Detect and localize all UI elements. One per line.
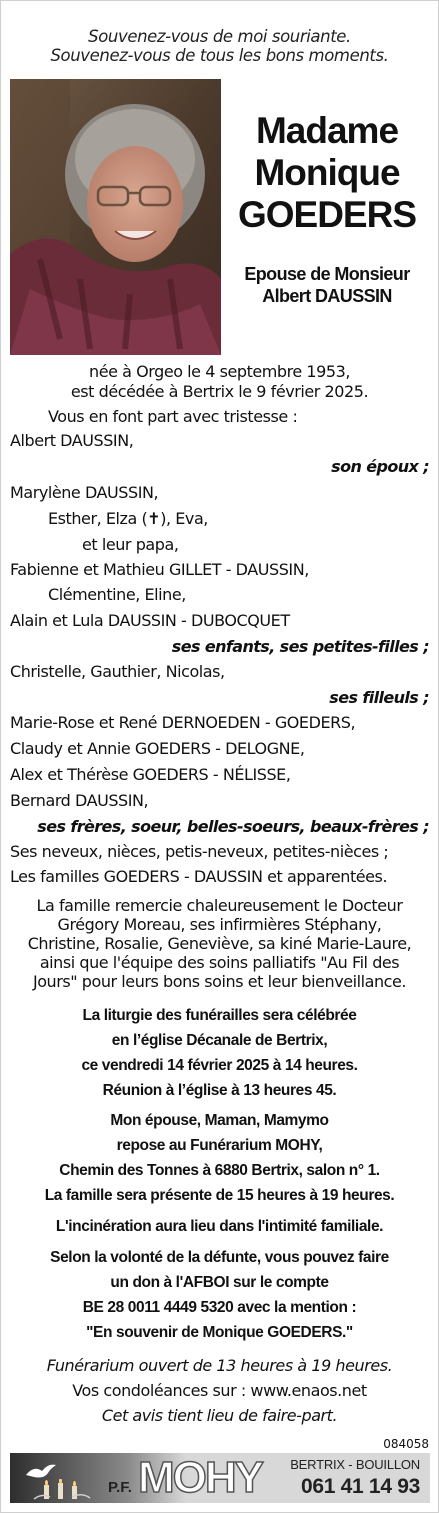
sibling-2: Claudy et Annie GOEDERS - DELOGNE,	[10, 739, 305, 758]
child-3: Alain et Lula DAUSSIN - DUBOCQUET	[10, 611, 290, 630]
extended-family-2: Les familles GOEDERS - DAUSSIN et apparentées.	[10, 867, 388, 886]
extended-family-1: Ses neveux, nièces, petis-neveux, petites-nièces ;	[10, 842, 389, 861]
visitation-line-3: Chemin des Tonnes à 6880 Bertrix, salon n° 1.	[59, 1162, 380, 1179]
deceased-title: Madame	[255, 110, 399, 151]
ceremony-line-4: Réunion à l’église à 13 heures 45.	[102, 1082, 337, 1099]
child-2-kids: Clémentine, Eline,	[48, 585, 186, 604]
child-1-partner: et leur papa,	[82, 535, 179, 554]
death-line: est décédée à Bertrix le 9 février 2025.	[70, 382, 369, 401]
thanks-line-4: ainsi que l'équipe des soins palliatifs "Au Fil des	[39, 953, 400, 972]
visitation-line-2: repose au Funérarium MOHY,	[116, 1137, 323, 1154]
funeral-home-phone[interactable]: 061 41 14 93	[300, 1475, 420, 1498]
spouse-line-1: Epouse de Monsieur	[244, 264, 410, 284]
deceased-last-name: GOEDERS	[237, 194, 417, 235]
cremation-line: L'incinération aura lieu dans l'intimité familiale.	[55, 1218, 384, 1235]
ceremony-line-3: ce vendredi 14 février 2025 à 14 heures.	[81, 1057, 358, 1074]
child-1-kids: Esther, Elza (✝), Eva,	[48, 509, 208, 528]
visitation-line-4: La famille sera présente de 15 heures à 19 heures.	[44, 1187, 395, 1204]
funeral-home-locations: BERTRIX - BOUILLON	[290, 1457, 420, 1472]
ceremony-line-2: en l’église Décanale de Bertrix,	[111, 1032, 328, 1049]
spouse-name: Albert DAUSSIN,	[10, 431, 134, 450]
condolences-link[interactable]: Vos condoléances sur : www.enaos.net	[72, 1381, 367, 1400]
sibling-4: Bernard DAUSSIN,	[10, 791, 149, 810]
donation-line-1: Selon la volonté de la défunte, vous pouvez faire	[50, 1249, 389, 1266]
funeral-home-name: MOHY	[138, 1453, 262, 1502]
funeral-home-prefix: P.F.	[108, 1479, 132, 1496]
child-2: Fabienne et Mathieu GILLET - DAUSSIN,	[10, 560, 309, 579]
siblings-role: ses frères, soeur, belles-soeurs, beaux-frères ;	[37, 817, 429, 836]
thanks-line-3: Christine, Rosalie, Geneviève, sa kiné Marie-Laure,	[27, 934, 412, 953]
portrait-photo	[10, 79, 221, 355]
reference-number: 084058	[383, 1437, 429, 1451]
spouse-line-2: Albert DAUSSIN	[262, 286, 392, 306]
thanks-line-1: La famille remercie chaleureusement le Docteur	[36, 896, 403, 915]
candles-icon	[32, 1479, 92, 1501]
quote-line-1: Souvenez-vous de moi souriante.	[88, 27, 351, 46]
thanks-line-2: Grégory Moreau, ses infirmières Stéphany,	[57, 915, 382, 934]
birth-line: née à Orgeo le 4 septembre 1953,	[89, 362, 350, 381]
donation-line-4: "En souvenir de Monique GOEDERS."	[86, 1324, 353, 1341]
sibling-3: Alex et Thérèse GOEDERS - NÉLISSE,	[10, 765, 291, 784]
child-1: Marylène DAUSSIN,	[10, 483, 159, 502]
family-intro: Vous en font part avec tristesse :	[48, 407, 298, 426]
sibling-1: Marie-Rose et René DERNOEDEN - GOEDERS,	[10, 713, 356, 732]
notice-statement: Cet avis tient lieu de faire-part.	[101, 1406, 338, 1425]
funerarium-hours: Funérarium ouvert de 13 heures à 19 heures.	[46, 1356, 393, 1375]
funeral-home-banner	[10, 1453, 430, 1503]
children-role: ses enfants, ses petites-filles ;	[171, 637, 429, 656]
spouse-role: son époux ;	[331, 457, 429, 476]
ceremony-line-1: La liturgie des funérailles sera célébrée	[82, 1007, 357, 1024]
godchildren-role: ses filleuls ;	[329, 688, 429, 707]
donation-line-2: un don à l'AFBOI sur le compte	[110, 1274, 329, 1291]
donation-line-3: BE 28 0011 4449 5320 avec la mention :	[82, 1299, 357, 1316]
deceased-first-name: Monique	[254, 152, 400, 193]
visitation-line-1: Mon épouse, Maman, Mamymo	[110, 1112, 329, 1129]
godchildren: Christelle, Gauthier, Nicolas,	[10, 662, 225, 681]
thanks-line-5: Jours" pour leurs bons soins et leur bienveillance.	[32, 972, 407, 991]
quote-line-2: Souvenez-vous de tous les bons moments.	[50, 46, 389, 65]
